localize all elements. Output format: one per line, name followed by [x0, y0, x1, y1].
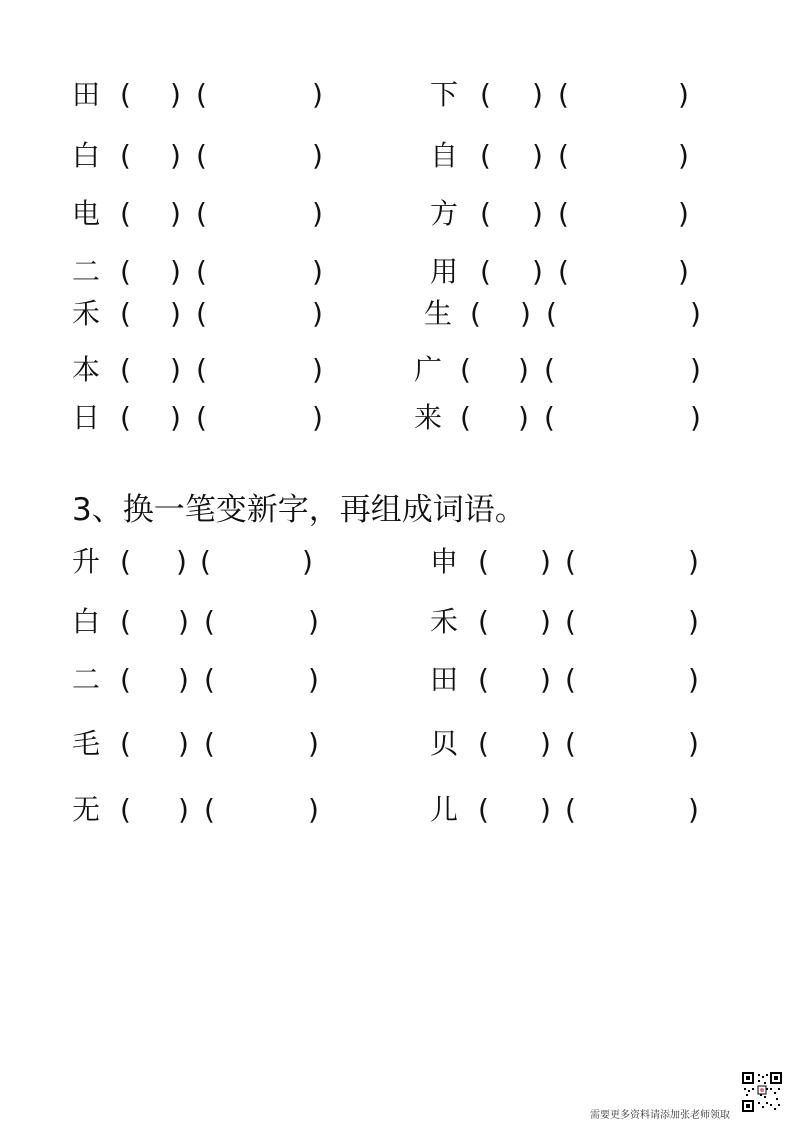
open-paren: (: [480, 139, 491, 172]
close-paren: ): [176, 545, 187, 578]
s1-right-char: 用: [430, 255, 459, 288]
open-paren: (: [120, 793, 131, 826]
s3-right-char: 禾: [430, 605, 459, 638]
open-paren: (: [460, 353, 471, 386]
open-paren: (: [204, 663, 215, 696]
close-paren: ): [308, 663, 319, 696]
s1-left-char: 二: [72, 255, 101, 288]
s3-row: [0, 660, 800, 700]
open-paren: (: [196, 78, 207, 111]
close-paren: ): [688, 793, 699, 826]
close-paren: ): [518, 353, 529, 386]
section-3-title: 3、换一笔变新字，再组成词语。: [72, 492, 526, 528]
s1-row: [0, 194, 800, 234]
close-paren: ): [312, 78, 323, 111]
s1-right-char: 自: [430, 139, 459, 172]
s3-row: [0, 602, 800, 642]
close-paren: ): [540, 545, 551, 578]
close-paren: ): [532, 139, 543, 172]
s1-left-char: 本: [72, 353, 101, 386]
close-paren: ): [170, 78, 181, 111]
close-paren: ): [688, 727, 699, 760]
open-paren: (: [196, 297, 207, 330]
close-paren: ): [532, 78, 543, 111]
close-paren: ): [170, 139, 181, 172]
s3-left-char: 白: [72, 605, 101, 638]
close-paren: ): [540, 663, 551, 696]
close-paren: ): [302, 545, 313, 578]
close-paren: ): [690, 353, 701, 386]
open-paren: (: [546, 297, 557, 330]
open-paren: (: [558, 255, 569, 288]
s1-right-char: 生: [424, 297, 453, 330]
s3-row: [0, 790, 800, 830]
close-paren: ): [678, 78, 689, 111]
open-paren: (: [120, 605, 131, 638]
close-paren: ): [532, 197, 543, 230]
close-paren: ): [312, 401, 323, 434]
open-paren: (: [196, 353, 207, 386]
close-paren: ): [690, 401, 701, 434]
close-paren: ): [308, 605, 319, 638]
close-paren: ): [178, 605, 189, 638]
s1-row: [0, 350, 800, 390]
open-paren: (: [196, 197, 207, 230]
close-paren: ): [540, 727, 551, 760]
close-paren: ): [170, 353, 181, 386]
open-paren: (: [478, 727, 489, 760]
close-paren: ): [308, 793, 319, 826]
s1-row: [0, 294, 800, 334]
close-paren: ): [540, 793, 551, 826]
open-paren: (: [120, 663, 131, 696]
open-paren: (: [204, 727, 215, 760]
close-paren: ): [170, 297, 181, 330]
close-paren: ): [178, 793, 189, 826]
close-paren: ): [688, 545, 699, 578]
open-paren: (: [544, 353, 555, 386]
close-paren: ): [312, 297, 323, 330]
close-paren: ): [520, 297, 531, 330]
s3-right-char: 儿: [430, 793, 459, 826]
close-paren: ): [178, 663, 189, 696]
close-paren: ): [170, 401, 181, 434]
open-paren: (: [565, 545, 576, 578]
open-paren: (: [480, 197, 491, 230]
close-paren: ): [308, 727, 319, 760]
s3-right-char: 贝: [430, 727, 459, 760]
open-paren: (: [460, 401, 471, 434]
close-paren: ): [678, 255, 689, 288]
s1-right-char: 广: [414, 353, 443, 386]
s3-right-char: 申: [430, 545, 459, 578]
open-paren: (: [558, 78, 569, 111]
open-paren: (: [120, 353, 131, 386]
open-paren: (: [565, 727, 576, 760]
s1-row: [0, 398, 800, 438]
open-paren: (: [204, 793, 215, 826]
s3-left-char: 升: [72, 545, 101, 578]
open-paren: (: [120, 139, 131, 172]
open-paren: (: [558, 197, 569, 230]
open-paren: (: [196, 401, 207, 434]
s3-left-char: 二: [72, 663, 101, 696]
close-paren: ): [312, 139, 323, 172]
close-paren: ): [312, 353, 323, 386]
open-paren: (: [480, 255, 491, 288]
close-paren: ): [540, 605, 551, 638]
open-paren: (: [565, 793, 576, 826]
open-paren: (: [120, 401, 131, 434]
close-paren: ): [688, 605, 699, 638]
close-paren: ): [170, 255, 181, 288]
s1-left-char: 田: [72, 78, 101, 111]
s1-left-char: 日: [72, 401, 101, 434]
open-paren: (: [478, 793, 489, 826]
open-paren: (: [544, 401, 555, 434]
close-paren: ): [518, 401, 529, 434]
s3-row: [0, 724, 800, 764]
open-paren: (: [565, 663, 576, 696]
close-paren: ): [312, 197, 323, 230]
close-paren: ): [178, 727, 189, 760]
open-paren: (: [480, 78, 491, 111]
s3-left-char: 毛: [72, 727, 101, 760]
open-paren: (: [200, 545, 211, 578]
s3-right-char: 田: [430, 663, 459, 696]
open-paren: (: [470, 297, 481, 330]
s1-right-char: 方: [430, 197, 459, 230]
qr-code-icon: [740, 1070, 784, 1114]
open-paren: (: [565, 605, 576, 638]
footer-note: 需要更多资料请添加张老师领取: [590, 1110, 730, 1121]
close-paren: ): [678, 139, 689, 172]
open-paren: (: [120, 78, 131, 111]
open-paren: (: [120, 545, 131, 578]
close-paren: ): [532, 255, 543, 288]
close-paren: ): [312, 255, 323, 288]
open-paren: (: [120, 727, 131, 760]
close-paren: ): [678, 197, 689, 230]
close-paren: ): [170, 197, 181, 230]
open-paren: (: [478, 663, 489, 696]
s3-row: [0, 542, 800, 582]
open-paren: (: [204, 605, 215, 638]
s1-row: [0, 252, 800, 292]
open-paren: (: [120, 197, 131, 230]
open-paren: (: [120, 255, 131, 288]
open-paren: (: [196, 255, 207, 288]
s3-left-char: 无: [72, 793, 101, 826]
open-paren: (: [478, 545, 489, 578]
s1-right-char: 下: [430, 78, 459, 111]
s1-row: [0, 75, 800, 115]
s1-left-char: 禾: [72, 297, 101, 330]
close-paren: ): [690, 297, 701, 330]
s1-left-char: 白: [72, 139, 101, 172]
open-paren: (: [558, 139, 569, 172]
s1-right-char: 来: [414, 401, 443, 434]
open-paren: (: [478, 605, 489, 638]
close-paren: ): [688, 663, 699, 696]
open-paren: (: [196, 139, 207, 172]
open-paren: (: [120, 297, 131, 330]
s1-row: [0, 136, 800, 176]
s1-left-char: 电: [72, 197, 101, 230]
